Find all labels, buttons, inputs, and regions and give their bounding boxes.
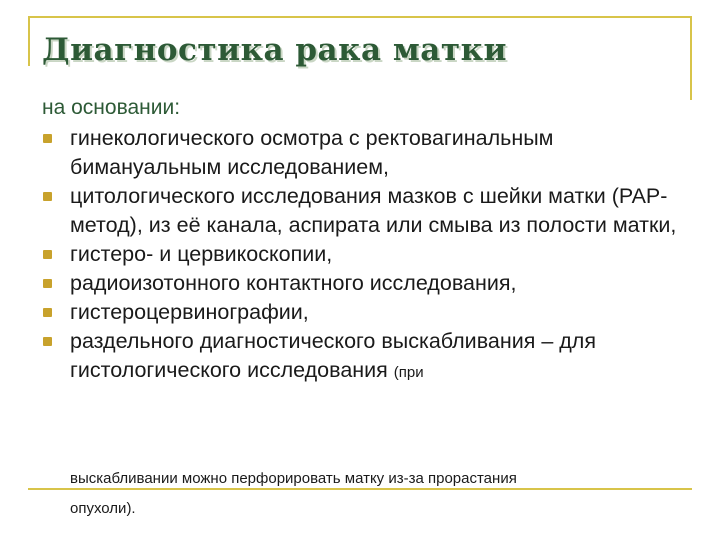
- list-item: [42, 298, 682, 327]
- square-bullet-icon: [43, 308, 52, 317]
- note-line-1: выскабливании можно перфорировать матку из-за прорастания: [70, 470, 517, 487]
- frame-top-line: [28, 16, 692, 18]
- slide-title: Диагностика рака матки: [42, 32, 507, 68]
- frame-left-line: [28, 16, 30, 66]
- intro-text: на основании:: [42, 96, 181, 119]
- note-line-2: опухоли).: [70, 500, 136, 517]
- note-open: (при: [393, 364, 424, 381]
- square-bullet-icon: [43, 250, 52, 259]
- list-item-text: цитологического исследования мазков с шейки матки (PAP-метод), из её канала, аспирата или смыва из полости матки,: [70, 184, 677, 237]
- square-bullet-icon: [43, 337, 52, 346]
- list-item: [42, 182, 682, 240]
- list-item: [42, 327, 682, 387]
- list-item-text: гинекологического осмотра с ректовагинальным бимануальным исследованием,: [70, 126, 554, 179]
- list-item-text: гистероцервинографии,: [70, 300, 309, 324]
- square-bullet-icon: [43, 279, 52, 288]
- list-item-text: раздельного диагностического выскабливания – для гистологического исследования: [70, 329, 596, 382]
- square-bullet-icon: [43, 134, 52, 143]
- list-item: [42, 269, 682, 298]
- frame-right-line: [690, 16, 692, 100]
- list-item: [42, 124, 682, 182]
- list-item: [42, 240, 682, 269]
- square-bullet-icon: [43, 192, 52, 201]
- bottom-rule: [28, 488, 692, 490]
- list-item-text: гистеро- и цервикоскопии,: [70, 242, 333, 266]
- bullet-list: [42, 124, 682, 387]
- list-item-text: радиоизотонного контактного исследования,: [70, 271, 517, 295]
